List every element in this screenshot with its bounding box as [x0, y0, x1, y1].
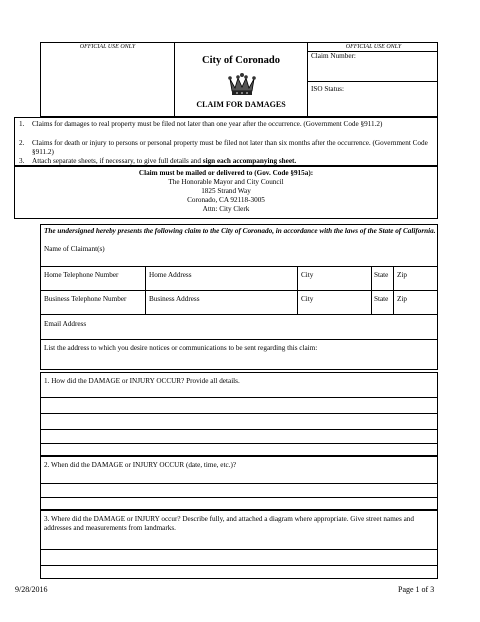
instruction-item: 2. Claims for death or injury to persons or personal property must be filed not later than six months after the occurrence. (Government Code §911.2) — [19, 139, 428, 156]
business-state-field[interactable]: State — [374, 295, 389, 303]
question1-box — [40, 372, 438, 456]
home-city-field[interactable]: City — [301, 271, 314, 279]
business-zip-field[interactable]: Zip — [397, 295, 407, 303]
mailing-line: Attn: City Clerk — [202, 205, 250, 213]
business-city-field[interactable]: City — [301, 295, 314, 303]
iso-status-field[interactable]: ISO Status: — [311, 85, 344, 93]
home-state-field[interactable]: State — [374, 271, 389, 279]
mailing-line: 1825 Strand Way — [201, 187, 251, 195]
mailing-line: The Honorable Mayor and City Council — [168, 178, 284, 186]
instruction-item: 3. Attach separate sheets, if necessary, to give full details and sign each accompanying sheet. — [19, 157, 297, 165]
header-box — [40, 42, 438, 117]
footer-page-number: Page 1 of 3 — [398, 585, 435, 594]
official-use-left-label: OFFICIAL USE ONLY — [79, 44, 136, 50]
crown-icon — [227, 71, 257, 97]
business-phone-field[interactable]: Business Telephone Number — [44, 295, 127, 303]
business-address-field[interactable]: Business Address — [149, 295, 200, 303]
mailing-box — [14, 166, 438, 219]
email-field[interactable]: Email Address — [44, 320, 87, 328]
question3-box — [40, 510, 438, 579]
form-title: CLAIM FOR DAMAGES — [196, 100, 286, 109]
instruction-item: 1. Claims for damages to real property must be filed not later than one year after the occurrence. (Government Code §911.2) — [19, 120, 383, 128]
mailing-line: Coronado, CA 92118-3005 — [187, 196, 265, 204]
claim-number-field[interactable]: Claim Number: — [311, 52, 356, 60]
question2-box — [40, 456, 438, 510]
notice-address-field[interactable]: List the address to which you desire notices or communications to be sent regarding this claim: — [44, 344, 318, 352]
claim-statement: The undersigned hereby presents the following claim to the City of Coronado, in accordance with the laws of the State of California. — [44, 227, 436, 235]
question2-label: 2. When did the DAMAGE or INJURY OCCUR (date, time, etc.)? — [44, 461, 237, 469]
home-address-field[interactable]: Home Address — [149, 271, 192, 279]
question3-label: 3. Where did the DAMAGE or INJURY occur? Describe fully, and attached a diagram where appropriate. Give street names and addresses and measurements from landmarks. — [44, 515, 414, 532]
footer-date: 9/28/2016 — [15, 585, 48, 594]
official-use-right-label: OFFICIAL USE ONLY — [345, 44, 402, 50]
home-phone-field[interactable]: Home Telephone Number — [44, 271, 119, 279]
city-name: City of Coronado — [202, 55, 280, 66]
home-zip-field[interactable]: Zip — [397, 271, 407, 279]
mailing-heading: Claim must be mailed or delivered to (Gov. Code §915a): — [138, 169, 314, 177]
claimant-name-field[interactable]: Name of Claimant(s) — [44, 245, 105, 253]
claimant-box — [40, 224, 438, 370]
question1-label: 1. How did the DAMAGE or INJURY OCCUR? Provide all details. — [44, 377, 240, 385]
instructions-box — [14, 117, 438, 166]
